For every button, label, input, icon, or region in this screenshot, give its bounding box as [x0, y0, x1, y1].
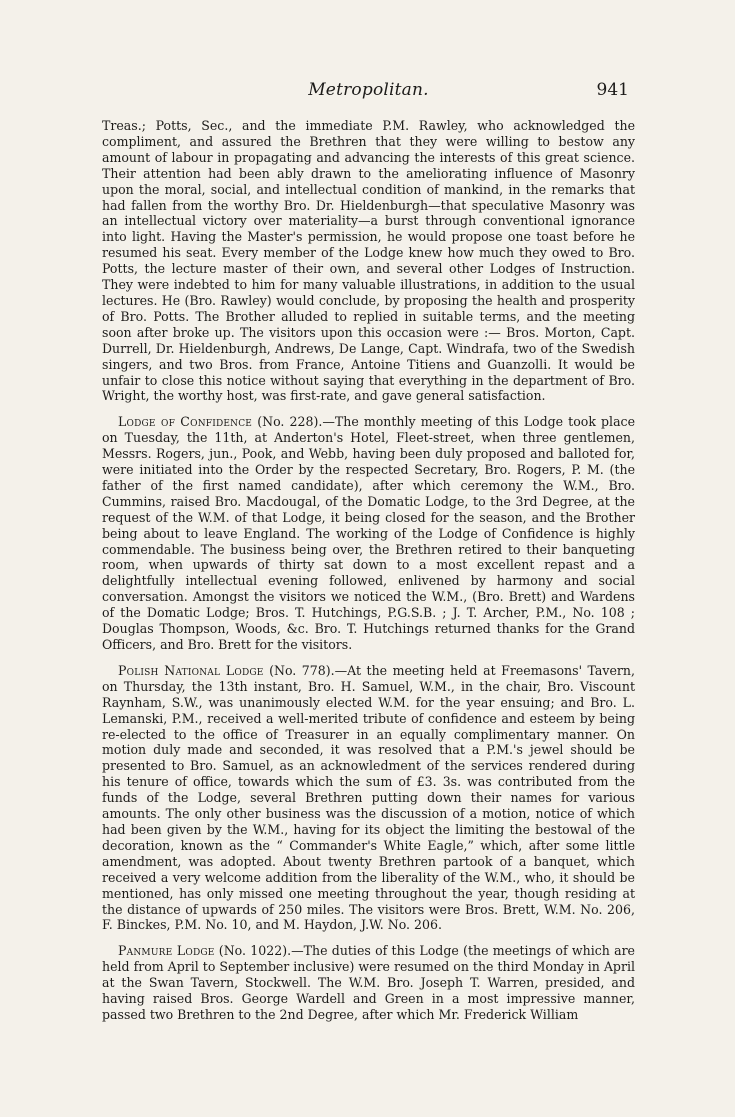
lodge-name: Panmure Lodge — [118, 943, 215, 959]
paragraph-text: (No. 778).—At the meeting held at Freemasons' Tavern, on Thursday, the 13th instant, Bro. H. Samuel, W.M., in the chair, Bro. Viscount Raynham, S.W., was unanimously elected W.M. for the year ensuing; and Bro. L. Lemanski, P.M., received a well-merited tribute of confidence and esteem by being re-elected to the office of Treasurer in an equally complimentary manner. On motion duly made and seconded, it was resolved that a P.M.'s jewel should be presented to Bro. Samuel, as an acknowledment of the services rendered during his tenure of office, towards which the sum of £3. 3s. was contributed from the funds of the Lodge, several Brethren putting down their names for various amounts. The only other business was the discussion of a motion, notice of which had been given by the W.M., having for its object the limiting the bestowal of the decoration, known as the “ Commander's White Eagle,” which, after some little amendment, was adopted. About twenty Brethren partook of a banquet, which received a very welcome addition from the liberality of the W.M., who, it should be mentioned, has only missed one meeting throughout the year, though residing at the distance of upwards of 250 miles. The visitors were Bros. Brett, W.M. No. 206, F. Binckes, P.M. No. 10, and M. Haydon, J.W. No. 206. — [102, 662, 635, 933]
page-number: 941 — [596, 80, 629, 100]
paragraph-text: Treas.; Potts, Sec., and the immediate P.M. Rawley, who acknowledged the compliment, and assured the Brethren that they were willing to bestow any amount of labour in propagating and advancing the interests of this great science. Their attention had been ably drawn to the ameliorating influence of Masonry upon the moral, social, and intellectual condition of mankind, in the remarks that had fallen from the worthy Bro. Dr. Hieldenburgh—that speculative Masonry was an intellectual victory over materiality—a burst through conventional ignorance into light. Having the Master's permission, he would propose one toast before he resumed his seat. Every member of the Lodge knew how much they owed to Bro. Potts, the lecture master of their own, and several other Lodges of Instruction. They were indebted to him for many valuable illustrations, in addition to the usual lectures. He (Bro. Rawley) would conclude, by proposing the health and prosperity of Bro. Potts. The Brother alluded to replied in suitable terms, and the meeting soon after broke up. The visitors upon this occasion were :— Bros. Morton, Capt. Durrell, Dr. Hieldenburgh, Andrews, De Lange, Capt. Windrafa, two of the Swedish singers, and two Bros. from France, Antoine Titiens and Guanzolli. It would be unfair to close this notice without saying that everything in the department of Bro. Wright, the worthy host, was first-rate, and gave general satisfaction. — [102, 118, 635, 404]
running-head — [102, 80, 635, 104]
lodge-name: Polish National Lodge — [118, 662, 264, 678]
paragraph-rawley-toast — [102, 118, 635, 404]
running-title: Metropolitan. — [308, 80, 429, 100]
paragraph-lodge-of-confidence — [102, 414, 635, 653]
paragraph-panmure-lodge — [102, 943, 635, 1023]
paragraph-text: (No. 228).—The monthly meeting of this Lodge took place on Tuesday, the 11th, at Anderton's Hotel, Fleet-street, when three gentlemen, Messrs. Rogers, jun., Pook, and Webb, having been duly proposed and balloted for, were initiated into the Order by the respected Secretary, Bro. Rogers, P. M. (the father of the first named candidate), after which ceremony the W.M., Bro. Cummins, raised Bro. Macdougal, of the Domatic Lodge, to the 3rd Degree, at the request of the W.M. of that Lodge, it being closed for the season, and the Brother being about to leave England. The working of the Lodge of Confidence is highly commendable. The business being over, the Brethren retired to their banqueting room, when upwards of thirty sat down to a most excellent repast and a delightfully intellectual evening followed, enlivened by harmony and social conversation. Amongst the visitors we noticed the W.M., (Bro. Brett) and Wardens of the Domatic Lodge; Bros. T. Hutchings, P.G.S.B. ; J. T. Archer, P.M., No. 108 ; Douglas Thompson, Woods, &c. Bro. T. Hutchings returned thanks for the Grand Officers, and Bro. Brett for the visitors. — [102, 414, 636, 652]
paragraph-text: (No. 1022).—The duties of this Lodge (the meetings of which are held from April to September inclusive) were resumed on the third Monday in April at the Swan Tavern, Stockwell. The W.M. Bro. Joseph T. Warren, presided, and having raised Bros. George Wardell and Green in a most impressive manner, passed two Brethren to the 2nd Degree, after which Mr. Frederick William — [102, 943, 635, 1022]
paragraph-polish-national-lodge — [102, 663, 635, 933]
article-body — [102, 118, 635, 1023]
lodge-name: Lodge of Confidence — [118, 414, 253, 430]
